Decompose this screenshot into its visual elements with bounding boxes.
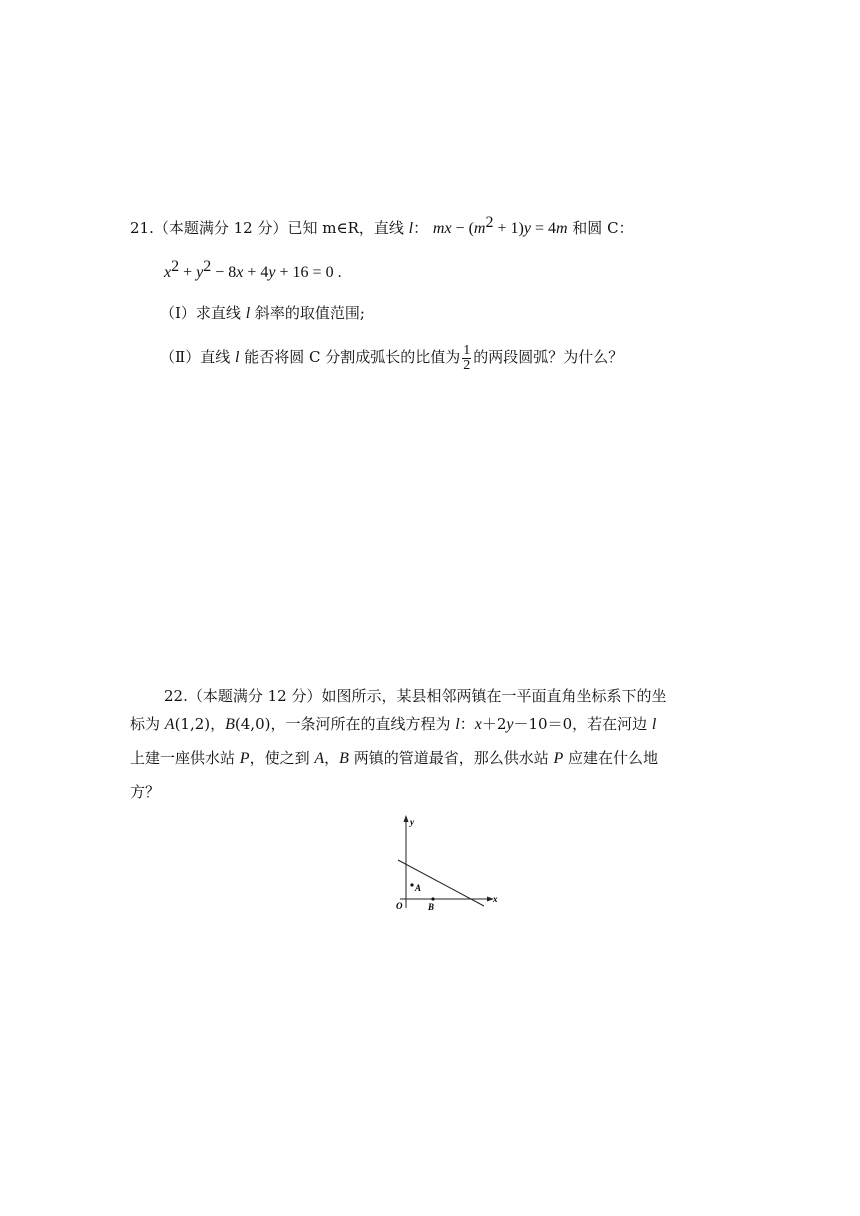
q22-line4: 方？ <box>130 783 161 801</box>
q21-part2: （Ⅱ）直线 l 能否将圆 C 分割成弧长的比值为 $\frac{1}{2}$ 的两段圆弧？为什么？ <box>160 342 624 373</box>
origin-label: O <box>396 901 403 911</box>
y-axis-arrow <box>404 815 409 822</box>
point-b-dot <box>431 897 434 900</box>
q21-line1: 21.（本题满分 12 分）已知 m∈R，直线 l： mx − $(m^2 + 1)y = 4m$ 和圆 C： <box>130 214 634 237</box>
y-axis-label: y <box>410 817 414 827</box>
q22-line3: 上建一座供水站 P，使之到 A，B 两镇的管道最省，那么供水站 P 应建在什么地 <box>130 749 659 767</box>
point-b-label: B <box>428 902 435 912</box>
q21-part1: （Ⅰ）求直线 l 斜率的取值范围; <box>160 304 365 322</box>
point-a-dot <box>410 883 413 886</box>
coordinate-figure <box>384 810 514 915</box>
x-axis-label: x <box>493 894 498 904</box>
q22-line2: 标为 A(1,2)，B(4,0)，一条河所在的直线方程为 l：x＋2y－10＝0，若在河边 l <box>130 715 657 733</box>
point-a-label: A <box>415 883 422 893</box>
q21-circle-equation: $x^2 + y^2 - 8x + 4y + 16 = 0$ . <box>164 258 342 281</box>
q22-line1: 22.（本题满分 12 分）如图所示，某县相邻两镇在一平面直角坐标系下的坐 <box>164 687 667 705</box>
fraction-one-half: $\frac{1}{2}$ <box>463 342 471 373</box>
